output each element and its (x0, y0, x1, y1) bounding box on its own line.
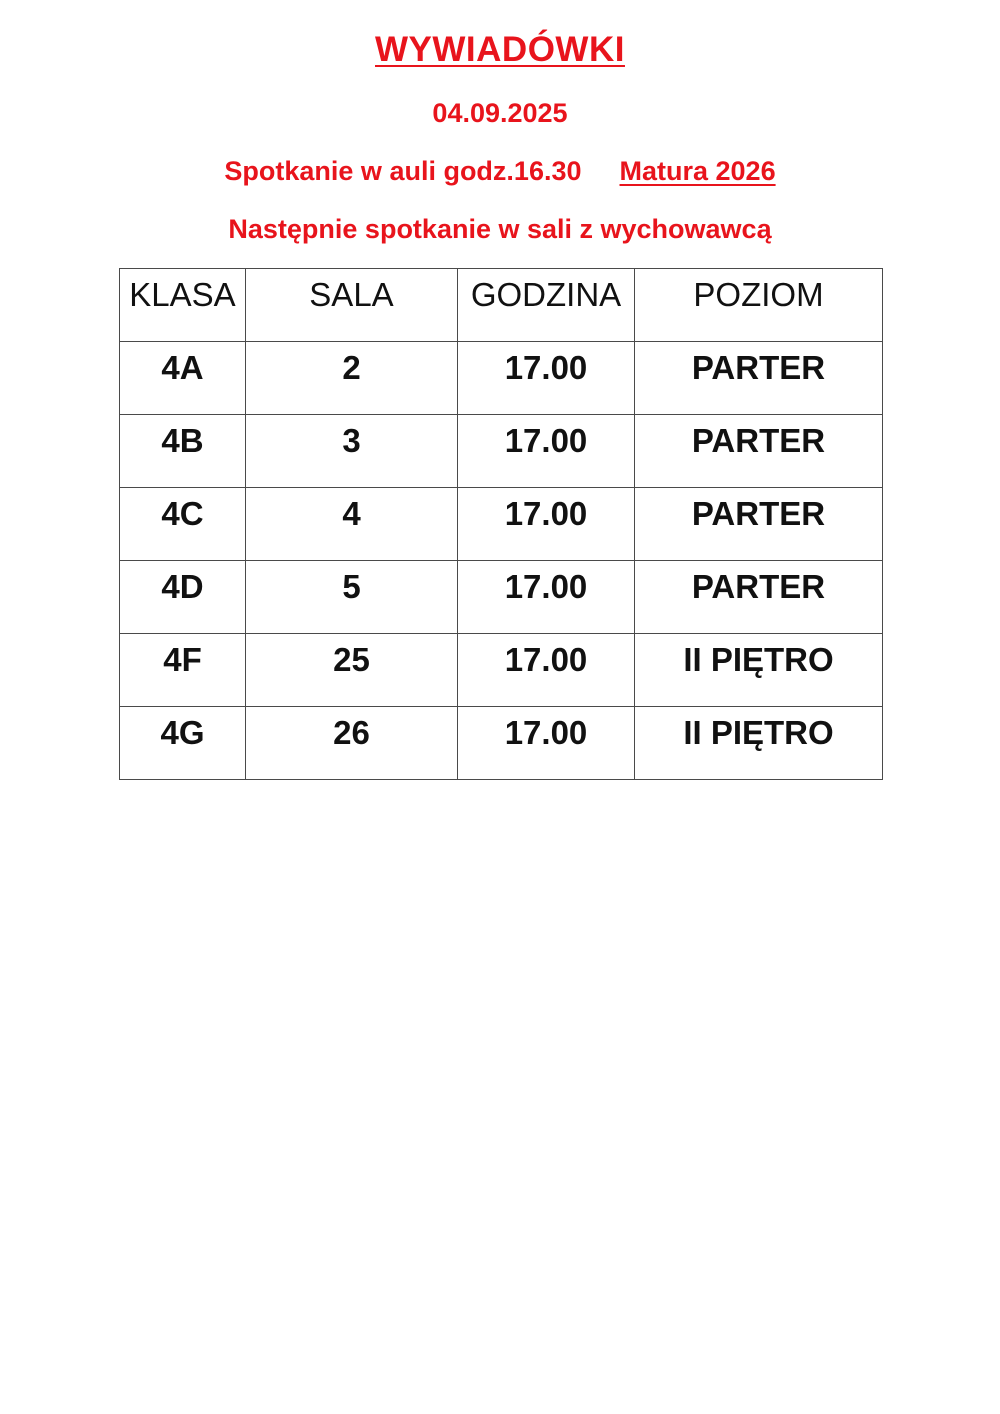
schedule-table (119, 268, 883, 780)
auditorium-meeting-text: Spotkanie w auli godz.16.30 (224, 156, 582, 186)
meeting-date: 04.09.2025 (432, 98, 568, 128)
cell-poziom: II PIĘTRO (635, 634, 883, 707)
cell-godzina: 17.00 (458, 488, 635, 561)
cell-sala: 25 (246, 634, 458, 707)
cell-klasa: 4G (120, 707, 246, 780)
header-sala: SALA (246, 269, 458, 342)
page-title: WYWIADÓWKI (375, 30, 625, 69)
table-row (120, 342, 883, 415)
matura-label: Matura 2026 (619, 156, 776, 186)
cell-sala: 26 (246, 707, 458, 780)
cell-klasa: 4A (120, 342, 246, 415)
cell-godzina: 17.00 (458, 415, 635, 488)
cell-sala: 4 (246, 488, 458, 561)
cell-godzina: 17.00 (458, 342, 635, 415)
cell-godzina: 17.00 (458, 561, 635, 634)
cell-klasa: 4D (120, 561, 246, 634)
cell-poziom: PARTER (635, 342, 883, 415)
table-row (120, 707, 883, 780)
header-klasa: KLASA (120, 269, 246, 342)
table-header-row (120, 269, 883, 342)
cell-klasa: 4F (120, 634, 246, 707)
cell-sala: 3 (246, 415, 458, 488)
header-poziom: POZIOM (635, 269, 883, 342)
cell-sala: 2 (246, 342, 458, 415)
table-row (120, 415, 883, 488)
cell-godzina: 17.00 (458, 634, 635, 707)
table-row (120, 488, 883, 561)
table-row (120, 561, 883, 634)
cell-klasa: 4C (120, 488, 246, 561)
meeting-info-line (0, 156, 1000, 187)
cell-poziom: PARTER (635, 488, 883, 561)
next-meeting-info: Następnie spotkanie w sali z wychowawcą (228, 214, 772, 244)
cell-sala: 5 (246, 561, 458, 634)
cell-poziom: II PIĘTRO (635, 707, 883, 780)
cell-klasa: 4B (120, 415, 246, 488)
cell-godzina: 17.00 (458, 707, 635, 780)
cell-poziom: PARTER (635, 415, 883, 488)
header-godzina: GODZINA (458, 269, 635, 342)
table-row (120, 634, 883, 707)
cell-poziom: PARTER (635, 561, 883, 634)
